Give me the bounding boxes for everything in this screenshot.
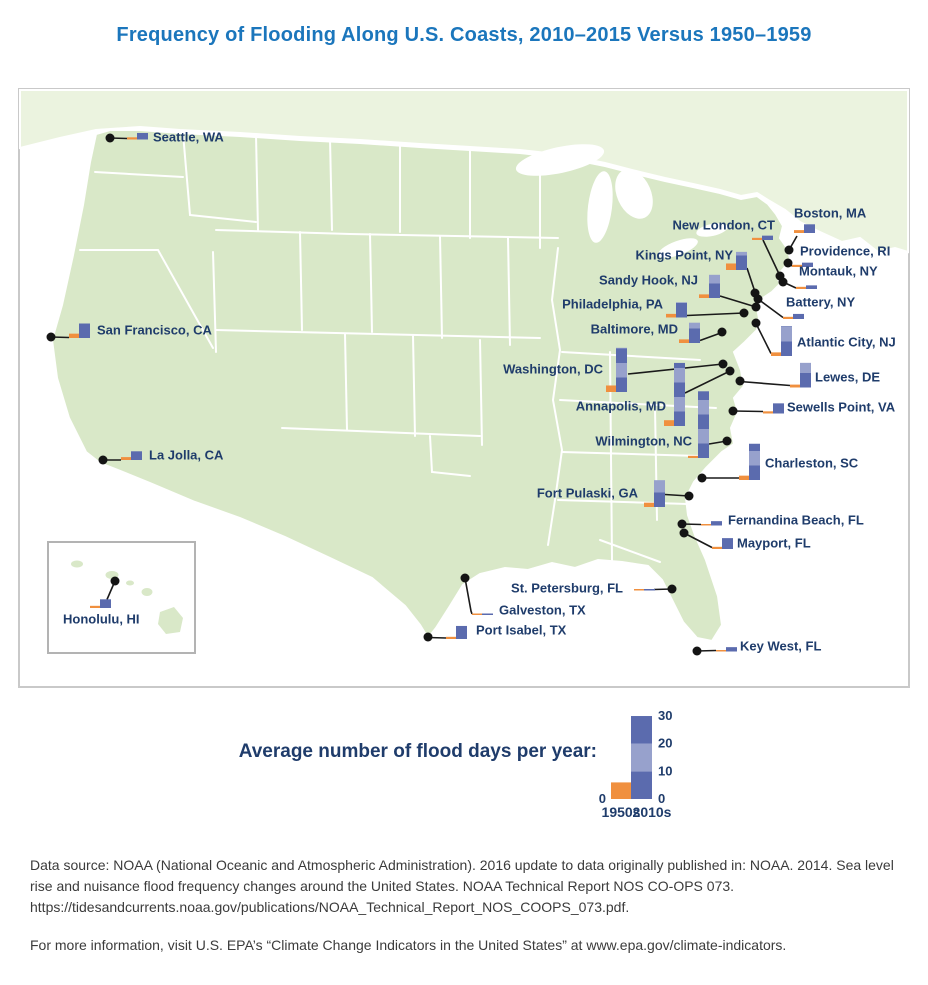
figure-title: Frequency of Flooding Along U.S. Coasts, 2010–2015 Versus 1950–1959 [116, 24, 812, 46]
city-label: Baltimore, MD [590, 321, 678, 337]
bar-1950s [752, 238, 762, 240]
city-dot [461, 574, 470, 583]
bar-1950s [121, 457, 131, 460]
city-label: New London, CT [672, 217, 775, 233]
bar-2010s [631, 716, 652, 799]
bar-2010s [722, 538, 733, 549]
bar-1950s [701, 524, 711, 526]
bar-1950s [726, 263, 736, 270]
city-dot [729, 407, 738, 416]
city-label: Galveston, TX [499, 602, 586, 618]
city-label: Philadelphia, PA [562, 296, 663, 312]
bar-2010s-segment [698, 444, 709, 459]
bar-1950s [606, 385, 616, 392]
city-label: Battery, NY [786, 294, 856, 310]
city-label: Kings Point, NY [635, 247, 733, 263]
footer-more-info: For more information, visit U.S. EPA’s “Climate Change Indicators in the United States” at www.epa.gov/climate-indicators. [30, 937, 787, 953]
bar-2010s [674, 363, 685, 426]
city-label: Fort Pulaski, GA [536, 485, 638, 501]
bar-2010s-segment [806, 285, 817, 289]
bar-2010s-segment [711, 521, 722, 525]
bar-2010s-segment [736, 256, 747, 271]
bar-2010s-segment [781, 326, 792, 327]
bar-2010s-segment [781, 342, 792, 357]
city-label: Key West, FL [740, 638, 822, 654]
legend-tick-label: 30 [658, 707, 673, 723]
city-label: Washington, DC [503, 361, 603, 377]
bar-2010s [711, 521, 722, 525]
legend-period-1950s: 1950s [601, 804, 641, 820]
bar-2010s [781, 326, 792, 356]
city-dot [752, 303, 761, 312]
legend-tick-label: 0 [658, 791, 666, 806]
city-dot [685, 492, 694, 501]
city-dot [784, 259, 793, 268]
bar-2010s [806, 285, 817, 289]
city-dot [718, 328, 727, 337]
bar-1950s [666, 314, 676, 318]
bar-2010s-segment [631, 771, 652, 799]
bar-1950s [716, 650, 726, 652]
city-dot [754, 295, 763, 304]
bar-1950s [472, 614, 482, 616]
bar-2010s-segment [726, 647, 737, 651]
bar-2010s [793, 314, 804, 319]
legend-tick-label: 10 [658, 763, 673, 779]
city-label: Port Isabel, TX [476, 622, 567, 638]
city-dot [47, 333, 56, 342]
bar-1950s [739, 476, 749, 480]
city-dot [723, 437, 732, 446]
city-dot [106, 134, 115, 143]
bar-1950s [611, 782, 631, 799]
bar-2010s-segment [674, 368, 685, 383]
bar-2010s-segment [800, 373, 811, 388]
bar-2010s-segment [749, 466, 760, 481]
bar-1950s [783, 317, 793, 319]
bar-2010s [482, 614, 493, 616]
bar-2010s-segment [456, 626, 467, 639]
bar-2010s [616, 348, 627, 392]
hawaii-inset-frame [48, 542, 195, 653]
city-label: St. Petersburg, FL [511, 580, 623, 596]
city-label: Fernandina Beach, FL [728, 512, 864, 528]
bar-2010s-segment [773, 403, 784, 413]
bar-2010s-segment [616, 348, 627, 349]
bar-2010s-segment [698, 391, 709, 400]
legend-example-bars [611, 716, 652, 799]
bar-2010s-segment [131, 451, 142, 460]
bar-2010s-segment [676, 302, 687, 303]
city-dot [752, 319, 761, 328]
city-label: Sewells Point, VA [787, 399, 896, 415]
bar-2010s-segment [654, 480, 665, 492]
bar-2010s [736, 252, 747, 270]
bar-2010s-segment [482, 614, 493, 616]
bar-2010s [698, 391, 709, 458]
city-dot [111, 577, 120, 586]
bar-2010s [800, 363, 811, 388]
leader-line [733, 411, 763, 412]
bar-2010s-segment [698, 415, 709, 430]
city-label: Charleston, SC [765, 455, 859, 471]
bar-2010s-segment [709, 284, 720, 299]
bar-2010s-segment [631, 744, 652, 772]
city-dot [785, 246, 794, 255]
bar-2010s [676, 302, 687, 317]
bar-1950s [699, 294, 709, 298]
bar-2010s [654, 480, 665, 507]
city-label: Wilmington, NC [595, 433, 692, 449]
legend-period-2010s: 2010s [632, 804, 672, 820]
bar-1950s [90, 606, 100, 608]
legend-zero-label: 0 [598, 791, 606, 806]
bar-2010s-segment [762, 236, 773, 240]
bar-2010s [804, 224, 815, 233]
bar-1950s [69, 334, 79, 338]
city-label: Montauk, NY [799, 263, 878, 279]
bar-2010s-segment [631, 716, 652, 744]
bar-2010s-segment [79, 324, 90, 339]
hawaii-inset [48, 542, 195, 653]
legend-tick-label: 20 [658, 735, 673, 751]
bar-2010s-segment [793, 314, 804, 319]
footer-data-source: Data source: NOAA (National Oceanic and Atmospheric Administration). 2016 update to data originally published in: NOAA. 2014. Sea level rise and nuisance flood frequency changes around the United States. NOAA Technical Report NOS CO-OPS 073. https://tidesandcurrents.noaa.gov/publications/NOAA_Technical_Report_NOS_COOPS_073.pdf. [30, 857, 894, 915]
city-dot [424, 633, 433, 642]
bar-2010s-segment [800, 363, 811, 373]
bar-1950s [771, 352, 781, 356]
bar-1950s [763, 411, 773, 413]
bar-2010s-segment [616, 378, 627, 393]
bar-2010s-segment [137, 133, 148, 140]
bar-2010s [709, 275, 720, 298]
city-dot [678, 520, 687, 529]
city-label: San Francisco, CA [97, 322, 212, 338]
bar-2010s [100, 599, 111, 608]
bar-2010s [689, 323, 700, 343]
bar-1950s [679, 339, 689, 343]
city-label: Annapolis, MD [575, 398, 666, 414]
bar-1950s [688, 456, 698, 458]
bar-1950s [796, 287, 806, 289]
legend-title: Average number of flood days per year: [238, 741, 597, 762]
city-dot [693, 647, 702, 656]
bar-1950s [790, 385, 800, 388]
bar-1950s [712, 547, 722, 549]
bar-1950s [664, 420, 674, 426]
city-label: Atlantic City, NJ [797, 334, 896, 350]
bar-2010s [773, 403, 784, 413]
bar-2010s-segment [674, 412, 685, 427]
bar-2010s-segment [749, 451, 760, 466]
city-label: Sandy Hook, NJ [599, 272, 698, 288]
city-label: Mayport, FL [737, 535, 811, 551]
bar-2010s-segment [698, 429, 709, 444]
city-label: Boston, MA [794, 205, 867, 221]
bar-2010s-segment [674, 383, 685, 398]
bar-1950s [446, 637, 456, 639]
city-label: Providence, RI [800, 243, 891, 259]
bar-2010s-segment [804, 224, 815, 233]
bar-2010s [762, 236, 773, 240]
city-dot [680, 529, 689, 538]
bar-2010s [137, 133, 148, 140]
legend [239, 708, 673, 820]
bar-2010s-segment [689, 329, 700, 344]
bar-2010s-segment [674, 397, 685, 412]
bar-1950s [127, 137, 137, 139]
city-dot [740, 309, 749, 318]
bar-2010s [749, 444, 760, 480]
city-dot [779, 278, 788, 287]
bar-2010s [131, 451, 142, 460]
bar-2010s-segment [674, 363, 685, 368]
bar-2010s [79, 324, 90, 339]
bar-2010s-segment [616, 349, 627, 364]
city-label: Lewes, DE [815, 369, 881, 385]
city-dot [668, 585, 677, 594]
city-dot [719, 360, 728, 369]
bar-1950s [634, 589, 644, 591]
city-dot [736, 377, 745, 386]
city-label: Seattle, WA [153, 129, 224, 145]
bar-2010s [644, 589, 655, 591]
city-label: La Jolla, CA [149, 447, 224, 463]
bar-2010s-segment [709, 275, 720, 284]
city-dot [99, 456, 108, 465]
city-dot [698, 474, 707, 483]
bar-2010s-segment [616, 363, 627, 378]
bar-2010s [726, 647, 737, 651]
bar-1950s [644, 503, 654, 507]
bar-2010s-segment [781, 327, 792, 342]
bar-2010s-segment [749, 444, 760, 451]
city-label: Honolulu, HI [63, 611, 140, 627]
city-dot [726, 367, 735, 376]
bar-2010s-segment [100, 599, 111, 608]
bar-2010s [456, 626, 467, 639]
bar-1950s [794, 230, 804, 233]
bar-2010s-segment [676, 303, 687, 318]
bar-2010s-segment [654, 493, 665, 508]
bar-2010s-segment [644, 589, 655, 591]
bar-2010s-segment [722, 538, 733, 549]
bar-2010s-segment [736, 252, 747, 256]
bar-2010s-segment [689, 323, 700, 329]
bar-2010s-segment [698, 400, 709, 415]
